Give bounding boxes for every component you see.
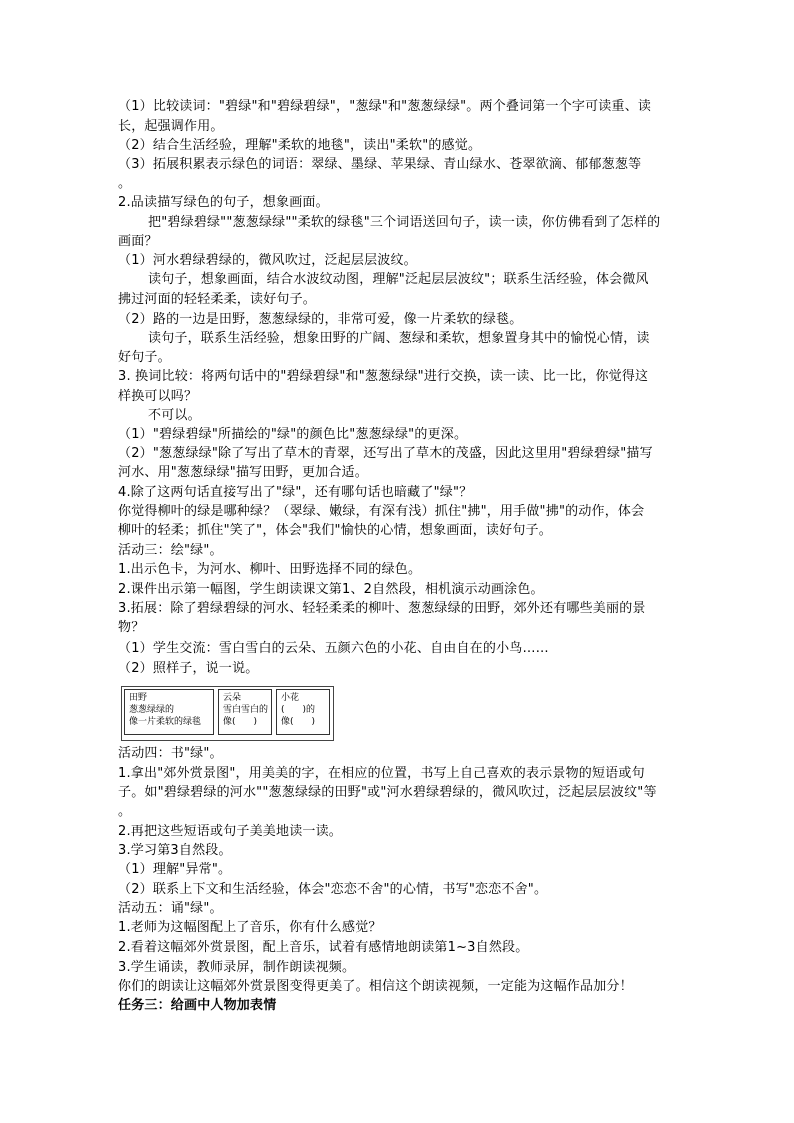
text-line: 把"碧绿碧绿""葱葱绿绿""柔软的绿毯"三个词语送回句子，读一读，你仿佛看到了怎样的 [148,215,661,230]
text-line: （3）拓展积累表示绿色的词语：翠绿、墨绿、苹果绿、青山绿水、苍翠欲滴、郁郁葱葱等 [118,157,642,172]
text-line: 3. 换词比较：将两句话中的"碧绿碧绿"和"葱葱绿绿"进行交换，读一读、比一比，你觉得这 [118,369,649,384]
section-heading: 任务三：给画中人物加表情 [118,998,277,1013]
text-line: 长，起强调作用。 [118,119,224,134]
text-line: 活动五：诵"绿"。 [118,901,223,916]
text-line: 柳叶的轻柔；抓住"笑了"，体会"我们"愉快的心情，想象画面，读好句子。 [118,523,552,538]
table-cell-cloud: 云朵 雪白雪白的 像( ) [218,689,272,735]
text-line: 物？ [118,620,145,635]
text-line: 活动四：书"绿"。 [118,746,223,761]
text-line: 2.看着这幅郊外赏景图，配上音乐，试着有感情地朗读第1~3自然段。 [118,940,529,955]
text-line: 。 [118,176,132,191]
text-line: 读句子，联系生活经验，想象田野的广阔、葱绿和柔软，想象置身其中的愉悦心情，读 [148,331,650,346]
text-line: 3.学习第3自然段。 [118,843,232,858]
text-line: （2）"葱葱绿绿"除了写出了草木的青翠，还写出了草木的茂盛，因此这里用"碧绿碧绿"描写 [118,446,653,461]
text-line: 2.课件出示第一幅图，学生朗读课文第1、2自然段，相机演示动画涂色。 [118,582,544,597]
table-cell-flower: 小花 ( )的 像( ) [276,689,330,735]
text-line: （2）联系上下文和生活经验，体会"恋恋不舍"的心情，书写"恋恋不舍"。 [118,882,548,897]
text-line: （1）"碧绿碧绿"所描绘的"绿"的颜色比"葱葱绿绿"的更深。 [118,427,468,442]
text-line: 拂过河面的轻轻柔柔，读好句子。 [118,292,317,307]
text-line: 2.品读描写绿色的句子，想象画面。 [118,195,329,210]
text-line: （1）理解"异常"。 [118,862,232,877]
example-table [121,686,334,741]
text-line: 4.除了这两句话直接写出了"绿"，还有哪句话也暗藏了"绿"？ [118,485,473,500]
text-line: （1）比较读词："碧绿"和"碧绿碧绿"，"葱绿"和"葱葱绿绿"。两个叠词第一个字可读重、读 [118,99,652,114]
text-line: 画面？ [118,234,158,249]
text-line: （2）照样子，说一说。 [118,661,259,676]
text-line: 样换可以吗？ [118,389,198,404]
text-line: 子。如"碧绿碧绿的河水""葱葱绿绿的田野"或"河水碧绿碧绿的，微风吹过，泛起层层波纹"等 [118,785,657,800]
text-line: 好句子。 [118,350,171,365]
text-line: 2.再把这些短语或句子美美地读一读。 [118,824,343,839]
text-line: 活动三：绘"绿"。 [118,543,223,558]
text-line: 1.拿出"郊外赏景图"，用美美的字，在相应的位置，书写上自己喜欢的表示景物的短语或句 [118,766,645,781]
text-line: （1）河水碧绿碧绿的，微风吹过，泛起层层波纹。 [118,253,417,268]
text-line: （2）路的一边是田野，葱葱绿绿的，非常可爱，像一片柔软的绿毯。 [118,312,523,327]
text-line: 3.学生诵读，教师录屏，制作朗读视频。 [118,960,356,975]
text-line: 你觉得柳叶的绿是哪种绿？（翠绿、嫩绿，有深有浅）抓住"拂"，用手做"拂"的动作，体会 [118,504,645,519]
text-line: 1.出示色卡，为河水、柳叶、田野选择不同的绿色。 [118,562,422,577]
text-line: （1）学生交流：雪白雪白的云朵、五颜六色的小花、自由自在的小鸟…… [118,641,549,656]
text-line: 读句子，想象画面，结合水波纹动图，理解"泛起层层波纹"；联系生活经验，体会微风 [148,272,649,287]
text-line: 3.拓展：除了碧绿碧绿的河水、轻轻柔柔的柳叶、葱葱绿绿的田野，郊外还有哪些美丽的景 [118,601,646,616]
text-line: 。 [118,804,132,819]
text-line: （2）结合生活经验，理解"柔软的地毯"，读出"柔软"的感觉。 [118,138,482,153]
text-line: 不可以。 [148,408,201,423]
text-line: 你们的朗读让这幅郊外赏景图变得更美了。相信这个朗读视频，一定能为这幅作品加分！ [118,979,633,994]
table-cell-field: 田野 葱葱绿绿的 像一片柔软的绿毯 [124,689,214,735]
text-line: 河水、用"葱葱绿绿"描写田野，更加合适。 [118,465,368,480]
text-line: 1.老师为这幅图配上了音乐，你有什么感觉？ [118,920,382,935]
